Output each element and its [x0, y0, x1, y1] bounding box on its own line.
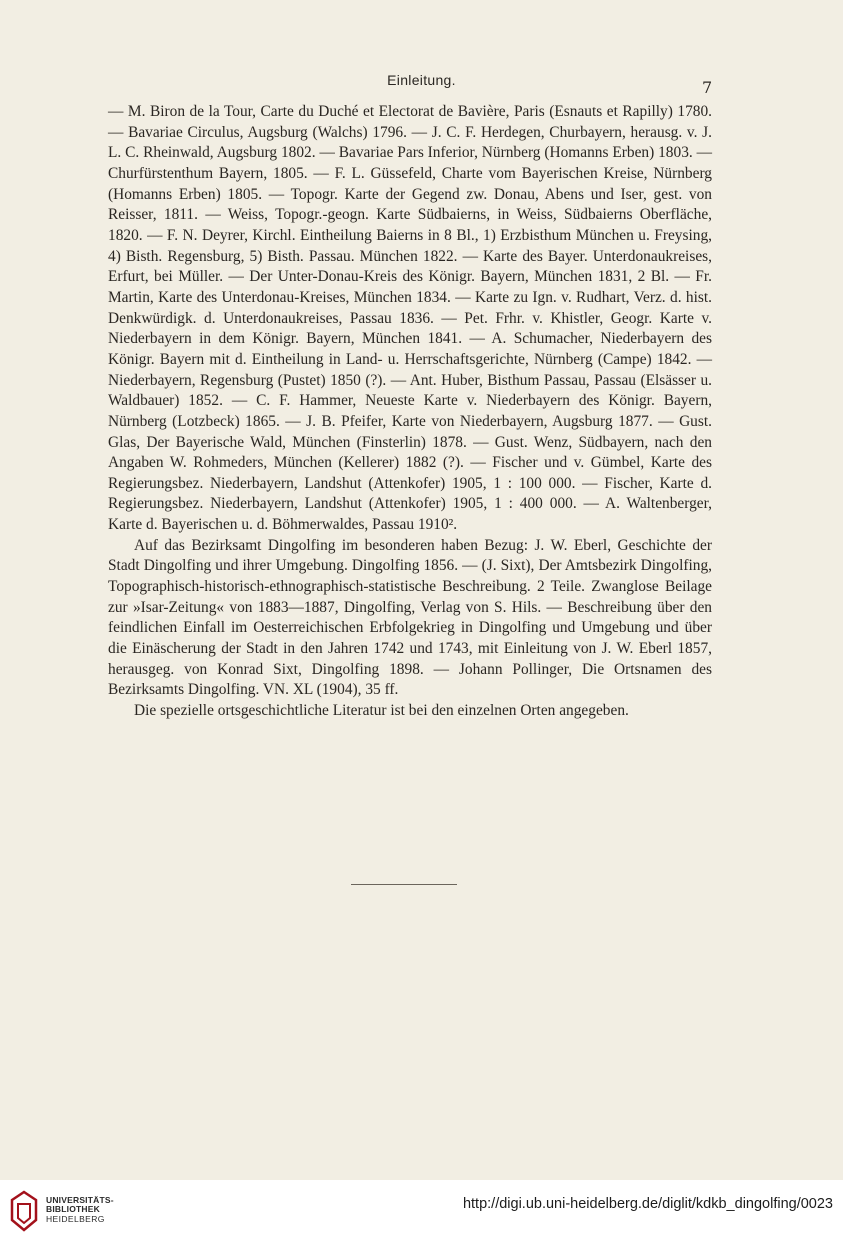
- library-name-line2: BIBLIOTHEK: [46, 1204, 100, 1215]
- paragraph-maps-bibliography: — M. Biron de la Tour, Carte du Duché et Electorat de Bavière, Paris (Esnauts et Rapilly) 1780. — Bavariae Circulus, Augsburg (Walchs) 1796. — J. C. F. Herdegen, Churbayern, herausg. v. J. L. C. Rheinwald, Augsburg 1802. — Bavariae Pars Inferior, Nürnberg (Homanns Erben) 1803. — Churfürstenthum Bayern, 1805. — F. L. Güssefeld, Charte vom Bayerischen Kreise, Nürnberg (Homanns Erben) 1805. — Topogr. Karte der Gegend zw. Donau, Abens und Iser, gest. von Reisser, 1811. — Weiss, Topogr.-geogn. Karte Südbaierns, in Weiss, Südbaierns Oberfläche, 1820. — F. N. Deyrer, Kirchl. Eintheilung Baierns in 8 Bl., 1) Erzbisthum München u. Freysing, 4) Bisth. Regensburg, 5) Bisth. Passau. München 1822. — Karte des Bayer. Unterdonaukreises, Erfurt, bei Müller. — Der Unter-Donau-Kreis des Königr. Bayern, München 1831, 2 Bl. — Fr. Martin, Karte des Unterdonau-Kreises, München 1834. — Karte zu Ign. v. Rudhart, Verz. d. hist. Denkwürdigk. d. Unterdonaukreises, Passau 1836. — Pet. Frhr. v. Khistler, Geogr. Karte v. Niederbayern in dem Königr. Bayern, München 1841. — A. Schumacher, Niederbayern des Königr. Bayern mit d. Eintheilung in Land- u. Herrschaftsgerichte, Nürnberg (Campe) 1842. — Niederbayern, Regensburg (Pustet) 1850 (?). — Ant. Huber, Bisthum Passau, Passau (Elsässer u. Waldbauer) 1852. — C. F. Hammer, Neueste Karte v. Niederbayern des Königr. Bayern, Nürnberg (Lotzbeck) 1865. — J. B. Pfeifer, Karte von Niederbayern, Augsburg 1877. — Gust. Glas, Der Bayerische Wald, München (Finsterlin) 1878. — Gust. Wenz, Südbayern, nach den Angaben W. Rohmeders, München (Kellerer) 1882 (?). — Fischer und v. Gümbel, Karte des Regierungsbez. Niederbayern, Landshut (Attenkofer) 1905, 1 : 100 000. — Fischer, Karte d. Regierungsbez. Niederbayern, Landshut (Attenkofer) 1905, 1 : 400 000. — A. Waltenberger, Karte d. Bayerischen u. d. Böhmerwaldes, Passau 1910².: [108, 103, 712, 534]
- library-name-line1: UNIVERSITÄTS-: [46, 1195, 114, 1205]
- paragraph-local-literature-note: Die spezielle ortsgeschichtliche Literatur ist bei den einzelnen Orten angegeben.: [134, 702, 629, 720]
- library-name: [46, 1196, 114, 1224]
- paragraph-district-bibliography: Auf das Bezirksamt Dingolfing im besonderen haben Bezug: J. W. Eberl, Geschichte der Stadt Dingolfing und ihrer Umgebung. Dingolfing 1856. — (J. Sixt), Der Amtsbezirk Dingolfing, Topographisch-historisch-ethnographisch-statistische Beschreibung. 2 Teile. Zwanglose Beilage zur »Isar-Zeitung« von 1883—1887, Dingolfing, Verlag von S. Hils. — Beschreibung über den feindlichen Einfall im Oesterreichischen Erbfolgekrieg in Dingolfing und Umgebung und über die Einäscherung der Stadt in den Jahren 1742 und 1743, mit Einleitung von J. W. Eberl 1857, herausgeg. von Konrad Sixt, Dingolfing 1898. — Johann Pollinger, Die Ortsnamen des Bezirksamts Dingolfing. VN. XL (1904), 35 ff.: [108, 536, 712, 699]
- end-rule-divider: [351, 884, 457, 885]
- page-number: 7: [702, 78, 713, 97]
- bibliography-text: [108, 102, 712, 722]
- library-name-line3: HEIDELBERG: [46, 1213, 105, 1224]
- library-logo-icon: [10, 1190, 38, 1232]
- permalink-url[interactable]: http://digi.ub.uni-heidelberg.de/diglit/kdkb_dingolfing/0023: [462, 1196, 833, 1212]
- running-head: Einleitung.: [387, 72, 456, 88]
- digitization-footer: [0, 1180, 843, 1241]
